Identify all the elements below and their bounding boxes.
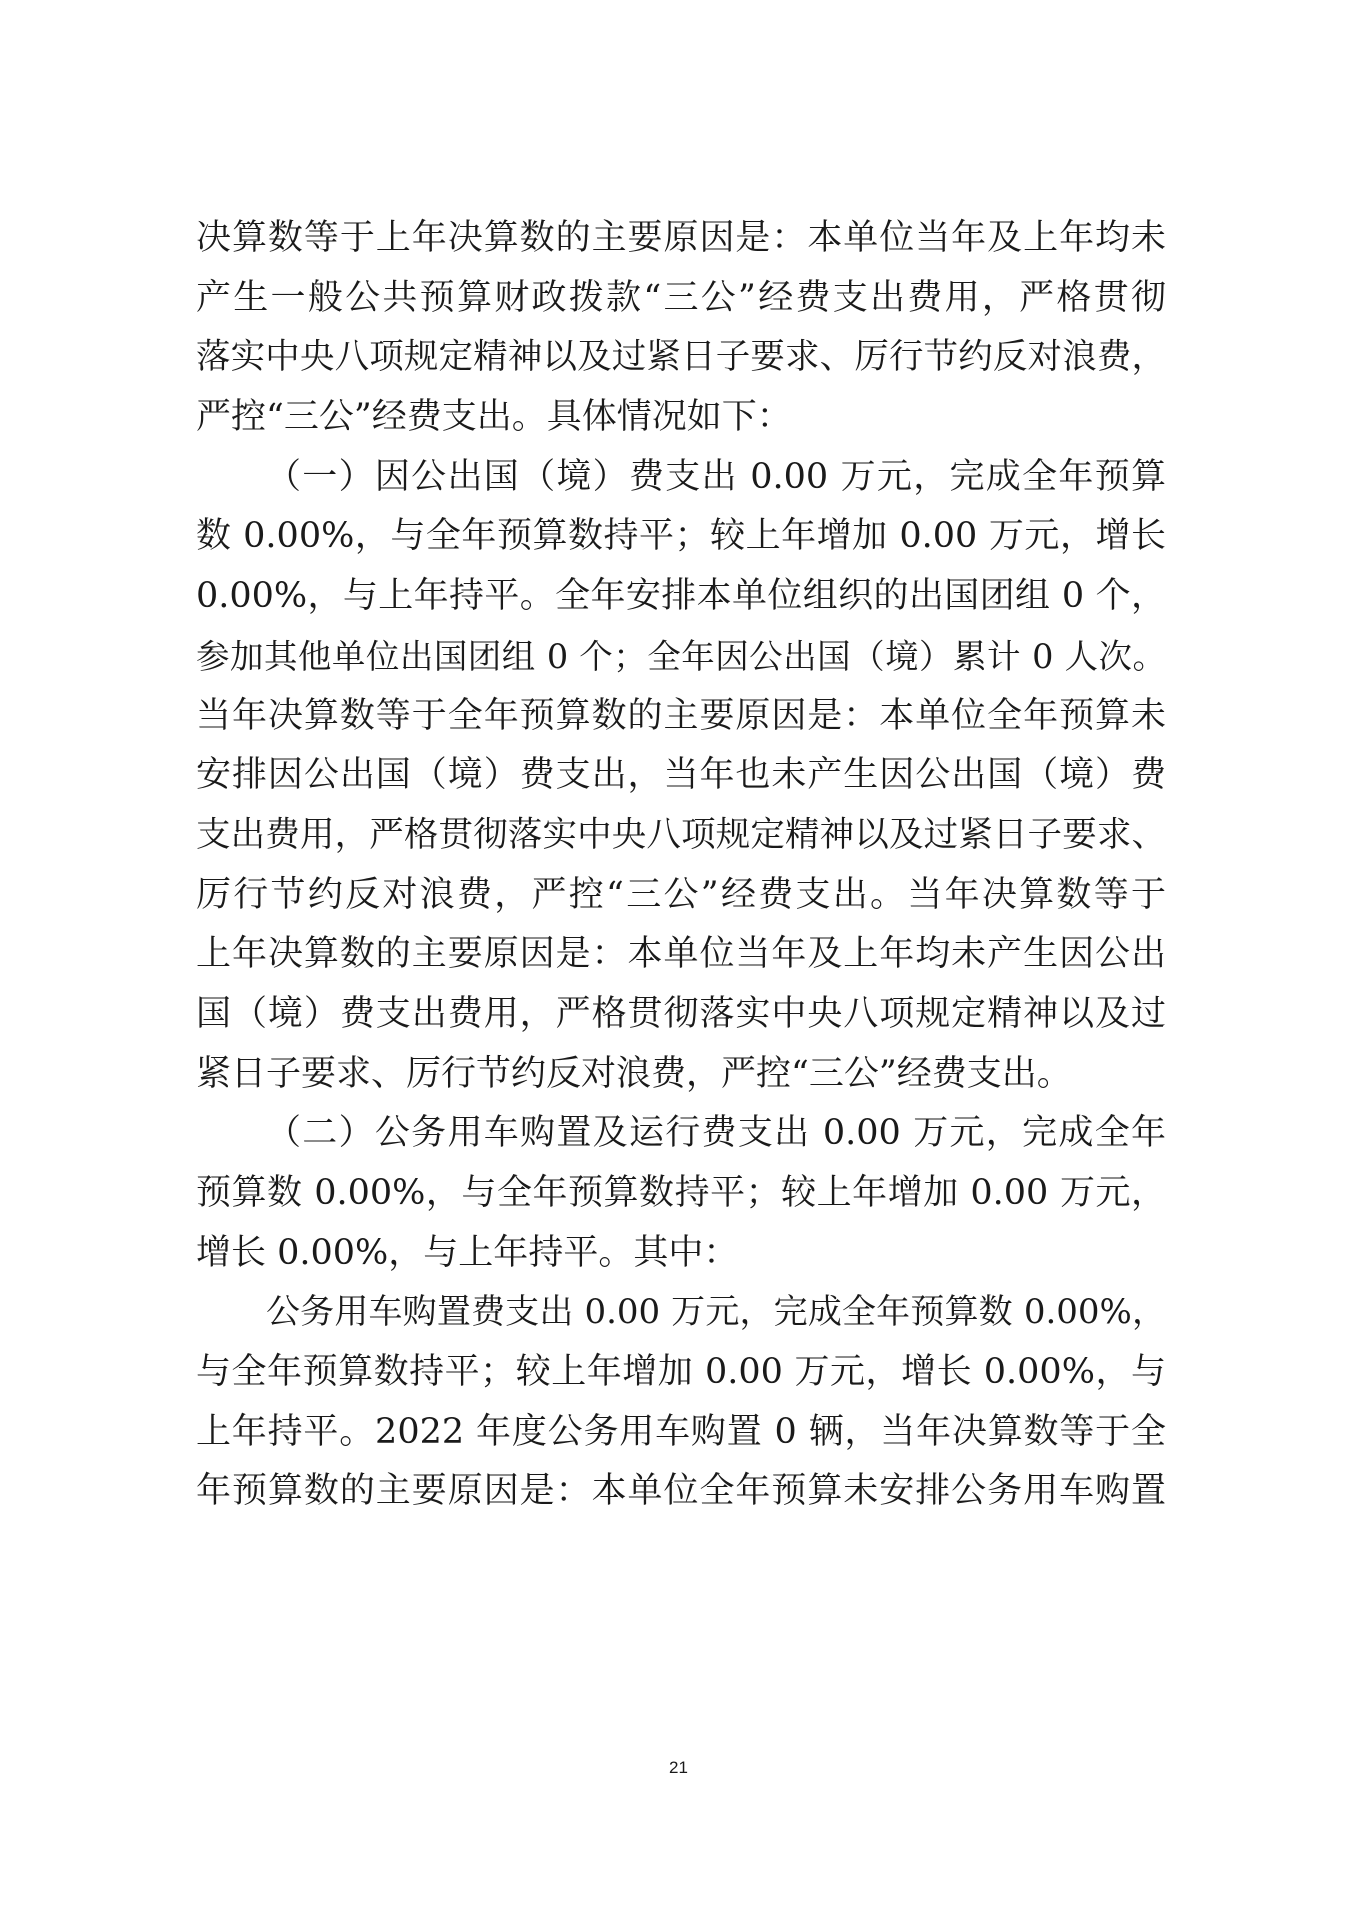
text-line: 当年决算数等于全年预算数的主要原因是：本单位全年预算未: [196, 695, 1166, 736]
text-line: 参加其他单位出国团组 0 个；全年因公出国（境）累计 0 人次。: [196, 636, 1166, 676]
body-text: [196, 209, 1166, 1522]
text-line: 紧日子要求、厉行节约反对浪费，严控“三公”经费支出。: [196, 1053, 1072, 1094]
text-line: （一）因公出国（境）费支出 0.00 万元，完成全年预算: [266, 456, 1166, 497]
text-line: 产生一般公共预算财政拨款“三公”经费支出费用，严格贯彻: [196, 277, 1166, 318]
text-line: 落实中央八项规定精神以及过紧日子要求、厉行节约反对浪费，: [196, 337, 1166, 378]
text-line: 数 0.00%，与全年预算数持平；较上年增加 0.00 万元，增长: [196, 516, 1166, 557]
text-line: 安排因公出国（境）费支出，当年也未产生因公出国（境）费: [196, 755, 1166, 796]
text-line: 公务用车购置费支出 0.00 万元，完成全年预算数 0.00%，: [266, 1292, 1166, 1333]
text-line: 决算数等于上年决算数的主要原因是：本单位当年及上年均未: [196, 218, 1166, 258]
text-line: 上年决算数的主要原因是：本单位当年及上年均未产生因公出: [196, 934, 1166, 975]
text-line: 支出费用，严格贯彻落实中央八项规定精神以及过紧日子要求、: [196, 814, 1166, 855]
text-line: （二）公务用车购置及运行费支出 0.00 万元，完成全年: [266, 1113, 1166, 1154]
page-number: 21: [669, 1758, 688, 1777]
text-line: 预算数 0.00%，与全年预算数持平；较上年增加 0.00 万元，: [196, 1173, 1166, 1213]
text-line: 厉行节约反对浪费，严控“三公”经费支出。当年决算数等于: [196, 874, 1166, 915]
text-line: 与全年预算数持平；较上年增加 0.00 万元，增长 0.00%，与: [196, 1352, 1166, 1393]
text-line: 年预算数的主要原因是：本单位全年预算未安排公务用车购置: [196, 1471, 1166, 1512]
text-line: 国（境）费支出费用，严格贯彻落实中央八项规定精神以及过: [196, 993, 1166, 1034]
text-line: 上年持平。2022 年度公务用车购置 0 辆，当年决算数等于全: [196, 1411, 1166, 1452]
text-line: 0.00%，与上年持平。全年安排本单位组织的出国团组 0 个，: [196, 576, 1166, 617]
text-line: 增长 0.00%，与上年持平。其中：: [196, 1232, 739, 1273]
text-line: 严控“三公”经费支出。具体情况如下：: [196, 397, 792, 438]
